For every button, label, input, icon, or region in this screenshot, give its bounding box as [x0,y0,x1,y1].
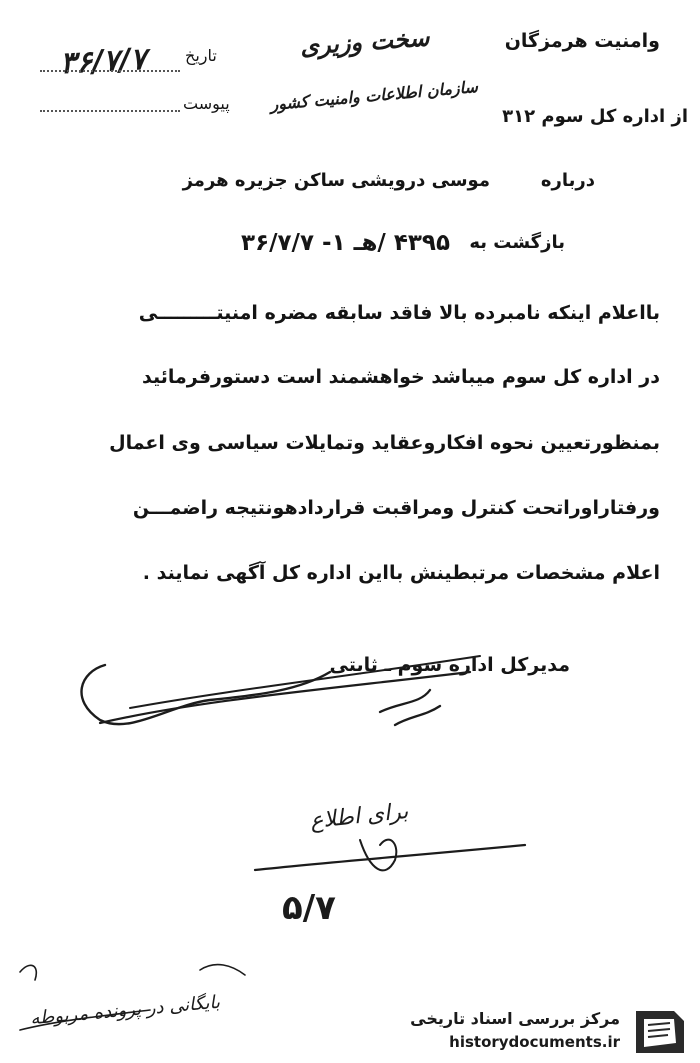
subject-text: موسی درویشی ساکن جزیره هرمز [182,170,490,191]
reference-label: بازگشت به [469,232,565,253]
body-line-1: بااعلام اینکه نامبرده بالا فاقد سابقه مضره امنیتـــــــــی [138,302,660,324]
confidential-stamp: سخت وزیری [299,23,431,61]
organization-name: سازمان اطلاعات وامنیت کشور [269,76,479,115]
signature-flourish [81,665,330,724]
footnote-scribble-2 [200,965,245,975]
signature-initials [380,690,440,725]
watermark-name: مرکز بررسی اسناد تاریخی [410,1009,620,1028]
date-label: تاریخ [185,46,217,65]
body-line-4: ورفتاراوراتحت کنترل ومراقبت قراردادهونتیجه راضمـــن [132,497,660,519]
watermark [408,1003,688,1059]
reference-value: ۴۳۹۵ /هـ ۱- ۳۶/۷/۷ [241,230,450,256]
signature-underline-2 [130,656,480,708]
signature-title: مدیرکل اداره سوم ـ ثابتی [329,654,570,676]
watermark-url: historydocuments.ir [449,1033,620,1051]
body-line-3: بمنظورتعیین نحوه افکاروعقاید وتمایلات سیاسی وی اعمال [109,432,660,454]
handwritten-number: ۵/۷ [282,888,336,928]
body-line-5: اعلام مشخصات مرتبطینش بااین اداره کل آگهی نمایند . [142,562,660,584]
subject-label: درباره [540,170,595,191]
attachment-label: پیوست [183,94,230,113]
handwritten-note: برای اطلاع [308,798,410,835]
footnote-scribble [20,965,150,1030]
from-line: از اداره کل سوم ۳۱۲ [502,106,688,127]
annotation-loop [360,840,396,871]
recipient-line: وامنیت هرمزگان [504,30,660,52]
date-value: ۳۶/۷/۷ [59,41,148,82]
body-line-2: در اداره کل سوم میباشد خواهشمند است دستورفرمائید [142,366,660,388]
handwritten-footnote: بایگانی در پرونده مربوطه [29,991,221,1030]
archive-logo-icon [630,1003,688,1059]
